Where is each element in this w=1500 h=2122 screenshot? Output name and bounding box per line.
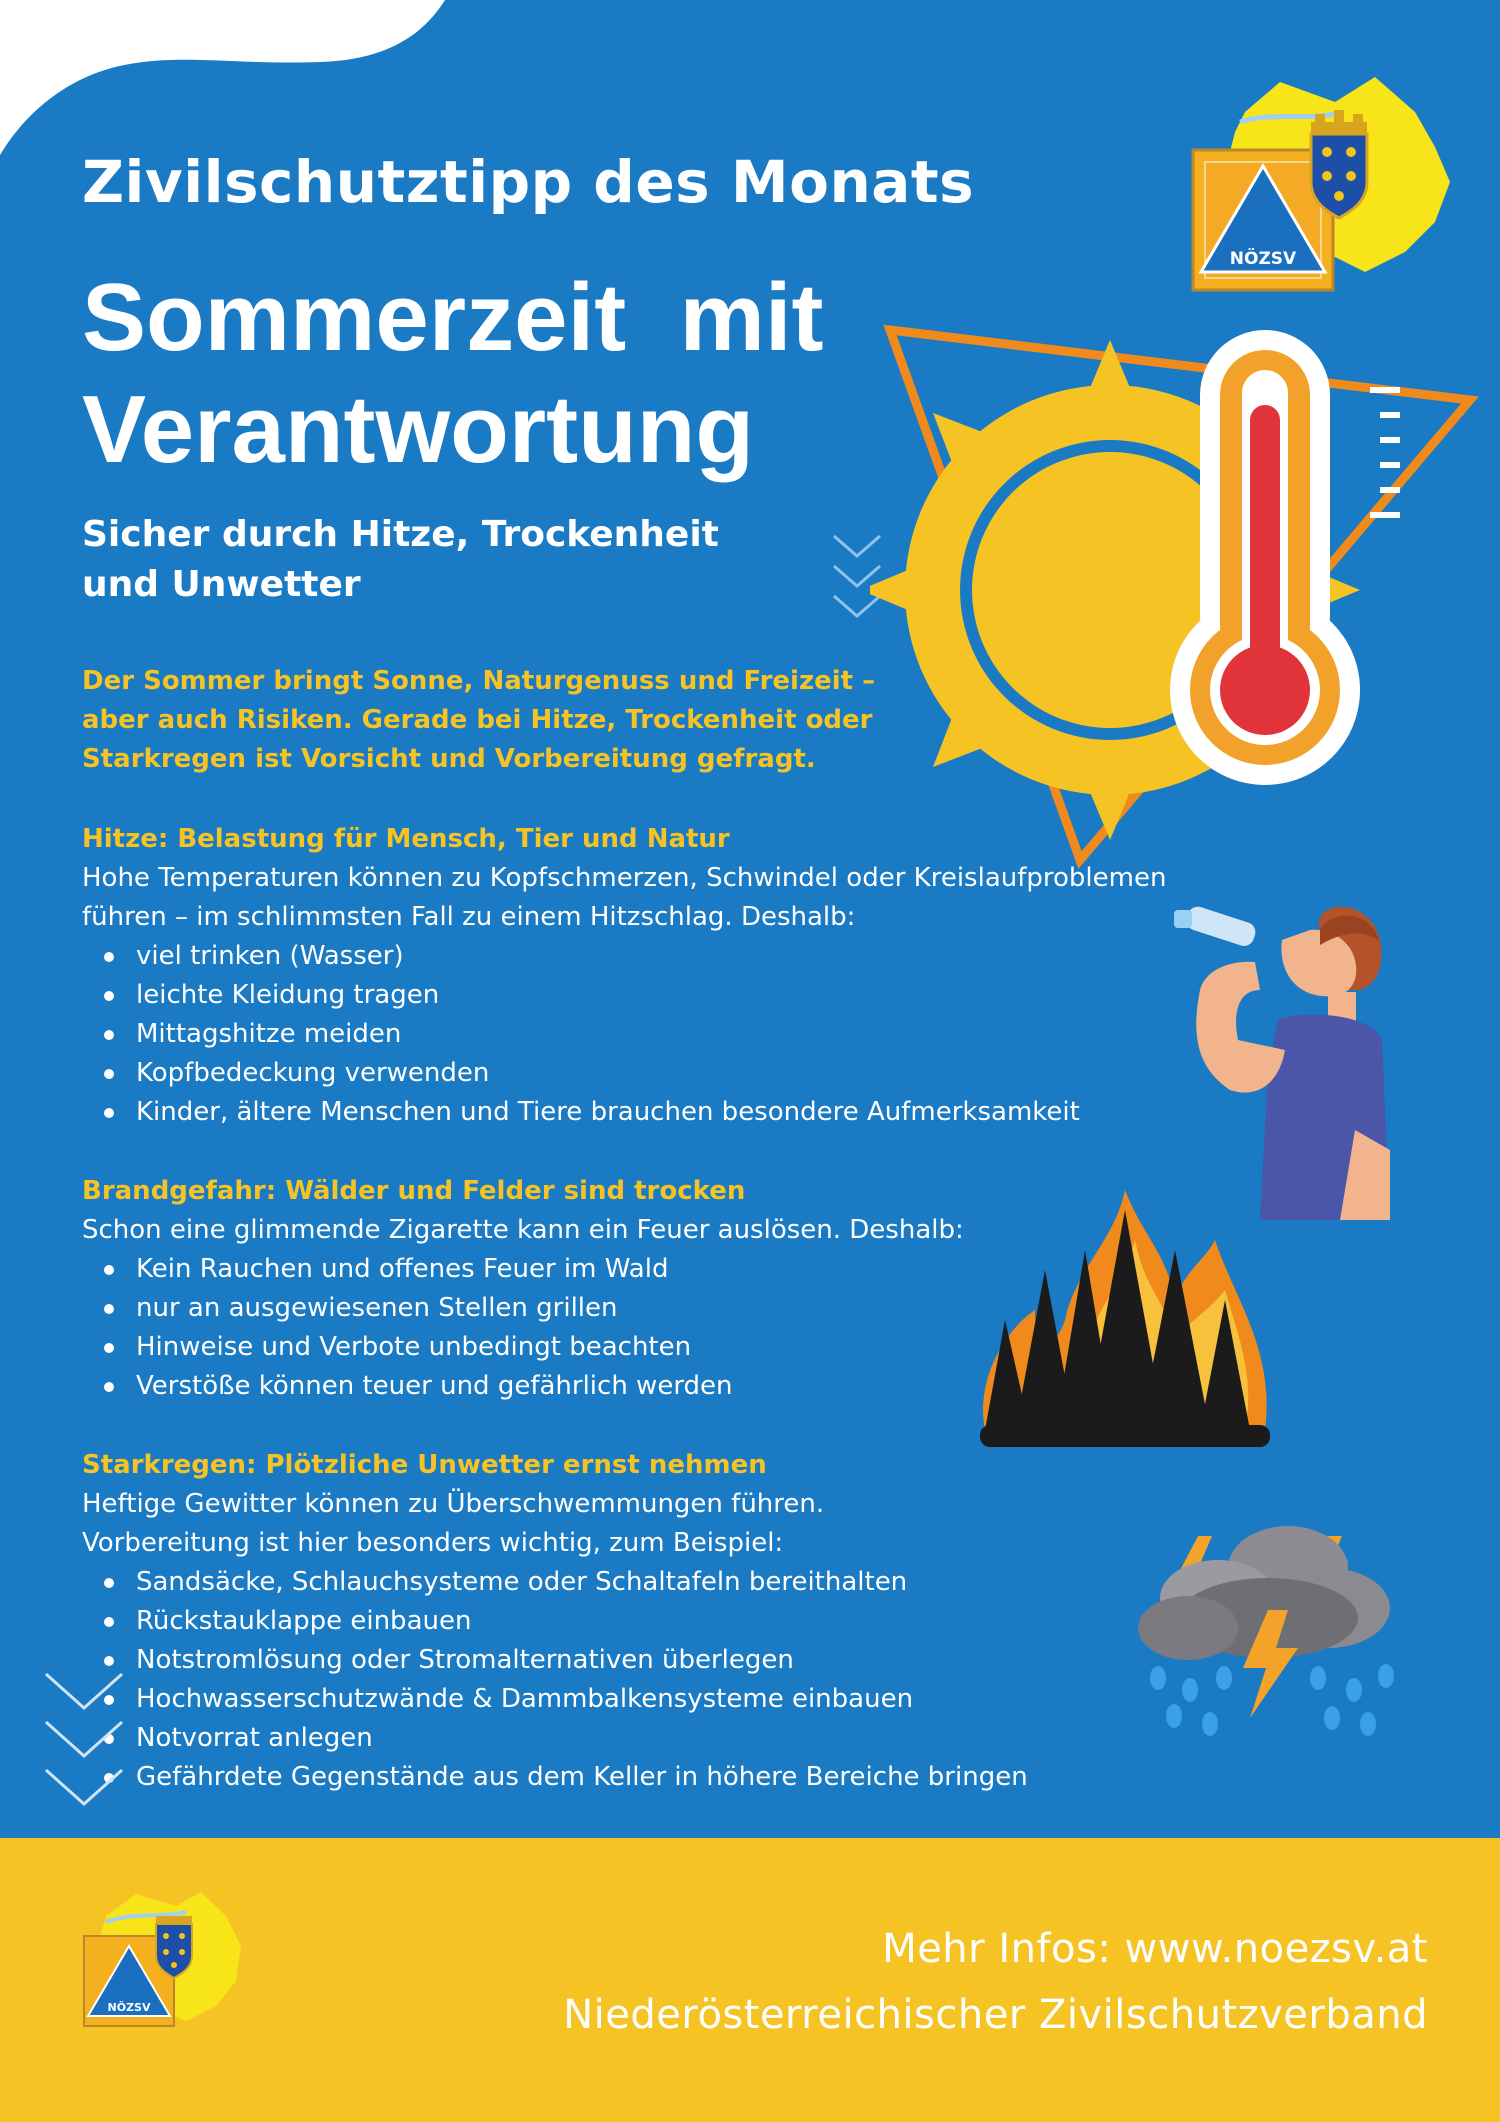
list-item xyxy=(82,1680,1282,1719)
list-item xyxy=(82,1054,1282,1093)
intro-line: Starkregen ist Vorsicht und Vorbereitung gefragt. xyxy=(82,744,816,774)
intro-line: Der Sommer bringt Sonne, Naturgenuss und Freizeit – xyxy=(82,666,876,696)
title-line-2: Verantwortung xyxy=(82,376,755,483)
section-text: Heftige Gewitter können zu Überschwemmungen führen. xyxy=(82,1489,825,1519)
list-item-text: viel trinken (Wasser) xyxy=(136,941,404,971)
list-item xyxy=(82,937,1282,976)
bullet-icon xyxy=(104,952,114,962)
tips-list xyxy=(82,1563,1282,1797)
noezsv-logo-top xyxy=(1185,72,1455,302)
bullet-icon xyxy=(104,1069,114,1079)
forest-fire-icon xyxy=(975,1180,1275,1460)
page-title xyxy=(82,262,942,486)
chevron-down-icon xyxy=(42,1668,126,1818)
logo-label: NÖZSV xyxy=(1229,249,1297,269)
title-line-1: Sommerzeit mit xyxy=(82,264,824,371)
list-item xyxy=(82,976,1282,1015)
tips-list xyxy=(82,937,1282,1132)
list-item-text: nur an ausgewiesenen Stellen grillen xyxy=(136,1293,618,1323)
section-text: Hohe Temperaturen können zu Kopfschmerzen, Schwindel oder Kreislaufproblemen xyxy=(82,863,1167,893)
footer-org-name: Niederösterreichischer Zivilschutzverband xyxy=(563,1992,1428,2038)
sun-thermometer-illustration xyxy=(870,300,1490,880)
subtitle-line-1: Sicher durch Hitze, Trockenheit xyxy=(82,514,719,555)
section-title: Starkregen: Plötzliche Unwetter ernst nehmen xyxy=(82,1450,767,1480)
bullet-icon xyxy=(104,1382,114,1392)
bullet-icon xyxy=(104,1108,114,1118)
list-item xyxy=(82,1602,1282,1641)
list-item-text: Kopfbedeckung verwenden xyxy=(136,1058,490,1088)
storm-cloud-icon xyxy=(1128,1518,1408,1740)
section-text: Schon eine glimmende Zigarette kann ein Feuer auslösen. Deshalb: xyxy=(82,1215,964,1245)
section-rain xyxy=(82,1446,1282,1797)
footer xyxy=(0,1838,1500,2122)
coat-of-arms-icon xyxy=(156,1916,192,1978)
intro-text xyxy=(82,662,982,779)
bullet-icon xyxy=(104,1030,114,1040)
kicker: Zivilschutztipp des Monats xyxy=(82,148,975,216)
list-item xyxy=(82,1719,1282,1758)
logo-label: NÖZSV xyxy=(107,2001,151,2014)
list-item-text: Kein Rauchen und offenes Feuer im Wald xyxy=(136,1254,669,1284)
footer-info-link[interactable]: Mehr Infos: www.noezsv.at xyxy=(882,1926,1428,1972)
list-item-text: Verstöße können teuer und gefährlich werden xyxy=(136,1371,733,1401)
subtitle-line-2: und Unwetter xyxy=(82,564,361,605)
list-item-text: Notvorrat anlegen xyxy=(136,1723,373,1753)
list-item-text: Hinweise und Verbote unbedingt beachten xyxy=(136,1332,692,1362)
section-heat xyxy=(82,820,1282,1132)
list-item-text: Sandsäcke, Schlauchsysteme oder Schaltafeln bereithalten xyxy=(136,1567,908,1597)
bullet-icon xyxy=(104,991,114,1001)
list-item-text: Notstromlösung oder Stromalternativen überlegen xyxy=(136,1645,794,1675)
list-item-text: leichte Kleidung tragen xyxy=(136,980,440,1010)
list-item xyxy=(82,1563,1282,1602)
intro-line: aber auch Risiken. Gerade bei Hitze, Trockenheit oder xyxy=(82,705,873,735)
list-item-text: Kinder, ältere Menschen und Tiere brauchen besondere Aufmerksamkeit xyxy=(136,1097,1080,1127)
bullet-icon xyxy=(104,1343,114,1353)
list-item xyxy=(82,1015,1282,1054)
list-item-text: Gefährdete Gegenstände aus dem Keller in höhere Bereiche bringen xyxy=(136,1762,1028,1792)
thermometer-icon xyxy=(1170,330,1400,785)
list-item xyxy=(82,1758,1282,1797)
bullet-icon xyxy=(104,1578,114,1588)
section-text: Vorbereitung ist hier besonders wichtig, zum Beispiel: xyxy=(82,1528,784,1558)
list-item xyxy=(82,1093,1282,1132)
corner-blob xyxy=(0,0,460,160)
list-item-text: Hochwasserschutzwände & Dammbalkensysteme einbauen xyxy=(136,1684,914,1714)
bullet-icon xyxy=(104,1304,114,1314)
bullet-icon xyxy=(104,1656,114,1666)
section-title: Brandgefahr: Wälder und Felder sind trocken xyxy=(82,1176,746,1206)
section-text: führen – im schlimmsten Fall zu einem Hitzschlag. Deshalb: xyxy=(82,902,856,932)
bullet-icon xyxy=(104,1617,114,1627)
subtitle xyxy=(82,510,822,610)
bullet-icon xyxy=(104,1265,114,1275)
list-item-text: Mittagshitze meiden xyxy=(136,1019,402,1049)
section-title: Hitze: Belastung für Mensch, Tier und Natur xyxy=(82,824,730,854)
noezsv-logo-footer xyxy=(76,1886,246,2036)
list-item-text: Rückstauklappe einbauen xyxy=(136,1606,472,1636)
list-item xyxy=(82,1641,1282,1680)
coat-of-arms-icon xyxy=(1311,110,1367,218)
